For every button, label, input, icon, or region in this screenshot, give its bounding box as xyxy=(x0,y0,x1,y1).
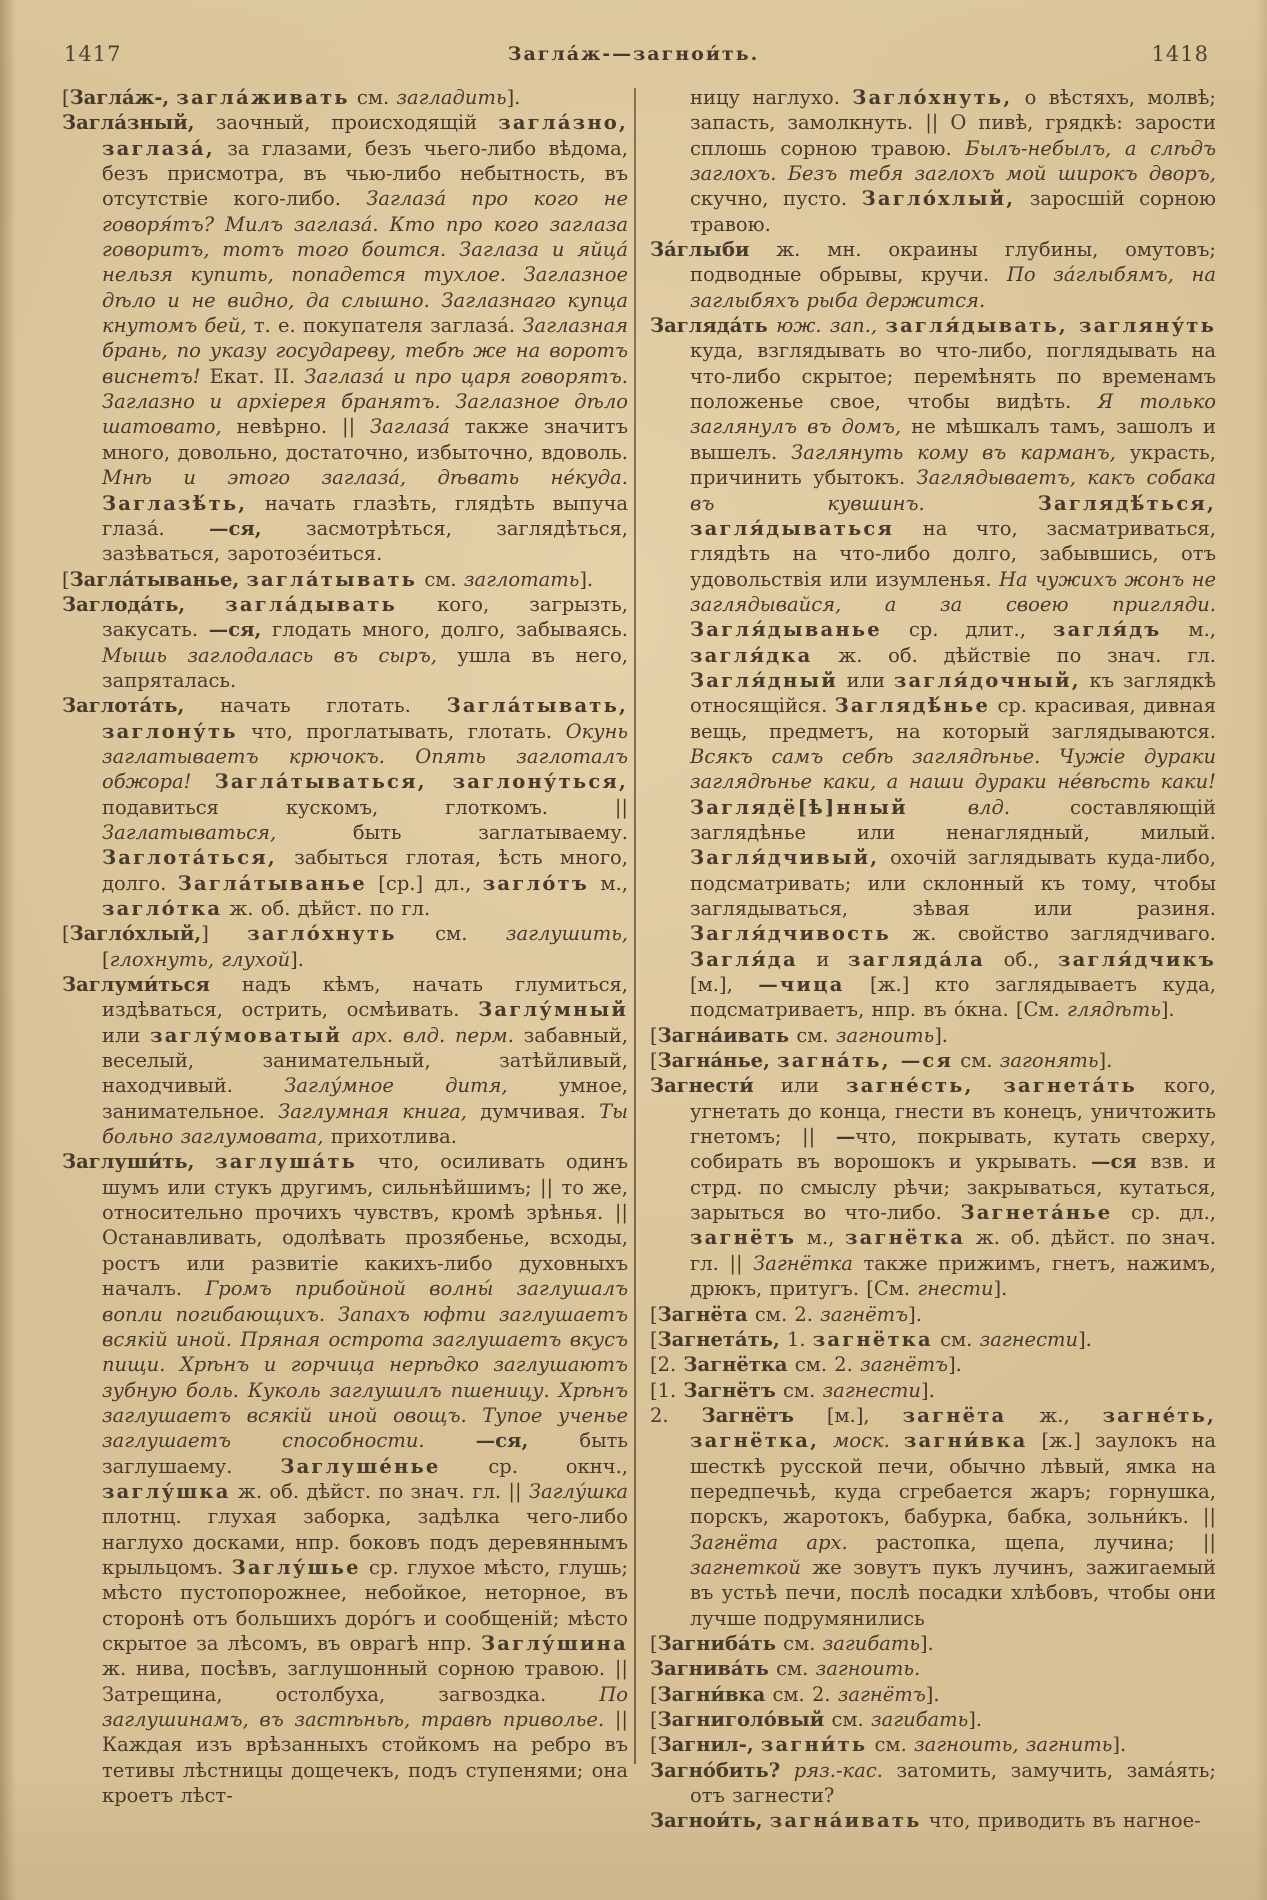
text-segment: [ xyxy=(650,1327,658,1351)
text-segment: ж. мн. окраины глубины, омутовъ; подводные обрывы, кручи. xyxy=(690,238,1216,287)
text-segment: Заглумная книга, xyxy=(278,1099,467,1123)
text-segment: [ xyxy=(650,1682,658,1706)
text-segment: ]. xyxy=(948,1353,962,1377)
dictionary-entry xyxy=(62,1149,628,1808)
text-segment: см. xyxy=(824,1708,871,1731)
text-segment: [ xyxy=(102,947,110,971)
text-segment: Заглуше́нье xyxy=(280,1454,441,1478)
text-segment: загля́дывать, загляну́ть xyxy=(885,314,1217,338)
text-segment: составляющій заглядѣнье или ненаглядный, милый. xyxy=(690,795,1216,844)
text-segment: ]. xyxy=(1098,1049,1113,1073)
dictionary-entry xyxy=(650,85,1216,237)
text-segment xyxy=(770,1049,777,1072)
text-segment: ж. нива, посѣвъ, заглушонный сорною травою. || Затрещина, остолбуха, загвоздка. xyxy=(102,1657,628,1706)
text-segment: [ср.] дл., xyxy=(366,871,483,895)
text-segment: м., xyxy=(1161,618,1216,642)
text-segment: Загни́вка xyxy=(657,1682,766,1706)
text-segment: —ся xyxy=(1091,1150,1137,1174)
text-segment: куда, взглядывать во что-либо, поглядывать на что-либо скрытое; перемѣнять по временамъ положенье свое, чтобы видѣть. xyxy=(690,339,1216,414)
text-segment: загло́тка xyxy=(102,897,223,920)
left-column xyxy=(62,85,628,1808)
text-segment: моск. xyxy=(833,1429,890,1453)
text-segment: ж. свойство заглядчиваго. xyxy=(890,922,1216,946)
text-segment: Екат. II. xyxy=(200,364,305,388)
dictionary-entry xyxy=(650,1808,1216,1833)
text-segment: растопка, щепа, лучина; || xyxy=(847,1530,1216,1554)
dictionary-entry xyxy=(62,921,628,972)
text-segment xyxy=(342,1024,352,1047)
text-segment: загна́ть, —ся xyxy=(777,1049,954,1073)
text-segment: [ xyxy=(650,1302,658,1326)
dictionary-entry xyxy=(650,1732,1216,1757)
text-segment: [ xyxy=(650,1733,658,1757)
text-segment: Громъ прибойной волны́ заглушалъ вопли погибающихъ. Запахъ юфти заглушаетъ всякій иной. Пряная острота заглушаетъ вкусъ пищи. Хрѣнъ и горчица нерѣдко заглушаютъ зубную боль. Куколь заглушилъ пшеницу. Хрѣнъ заглушаетъ всякій иной овощъ. Тупое ученье заглушаетъ способности. xyxy=(102,1277,628,1453)
text-segment: Загнива́ть xyxy=(650,1657,769,1681)
text-segment: начать глотать. xyxy=(184,694,447,718)
text-segment: или xyxy=(102,1023,151,1047)
text-segment: Загнётка xyxy=(683,1353,788,1377)
text-segment: влд. xyxy=(967,795,1011,819)
text-segment: загне́сть, загнета́ть xyxy=(846,1074,1137,1098)
text-segment: загнести xyxy=(822,1378,921,1402)
text-segment: Загна́ивать xyxy=(657,1023,790,1047)
text-segment: загладить xyxy=(396,86,507,109)
text-segment: Загля́дный xyxy=(690,668,838,692)
text-segment: загля́дочный, xyxy=(893,668,1081,692)
text-segment xyxy=(780,1759,794,1782)
text-segment: ]. xyxy=(506,86,521,109)
text-segment: Загла́тыванье xyxy=(177,871,367,895)
text-segment: и xyxy=(797,947,848,971)
text-segment: см. 2. xyxy=(787,1353,861,1377)
text-segment: ]. xyxy=(993,1277,1008,1301)
text-segment: Заглазная брань, по указу государеву, тебѣ же на воротъ виснетъ! xyxy=(102,314,629,388)
text-segment xyxy=(908,796,968,819)
text-segment: загляда́ла xyxy=(848,947,985,971)
text-segment xyxy=(194,1150,215,1173)
text-segment: заросшій сорною травою. xyxy=(690,187,1216,236)
dictionary-entry xyxy=(650,1656,1216,1681)
text-segment: быть заглатываему. xyxy=(276,820,628,844)
text-segment: —ся, xyxy=(208,618,262,642)
text-segment: Загниголо́вый xyxy=(657,1708,825,1731)
text-segment: [ xyxy=(650,1023,658,1047)
text-segment: глохнуть, глухой xyxy=(109,947,291,971)
text-segment: ж. об. дѣйст. по знач. гл. || xyxy=(690,1226,1216,1275)
dictionary-entry xyxy=(62,693,628,921)
text-segment: на что, засматриваться, глядѣть на что-либо долго, забывшись, отъ удовольствія или изумленья. xyxy=(690,516,1216,591)
text-segment: 2. xyxy=(650,1403,702,1427)
text-segment xyxy=(425,1429,476,1452)
text-segment: Загниба́ть xyxy=(657,1631,776,1655)
dictionary-entry xyxy=(650,1682,1216,1707)
text-segment xyxy=(890,1429,904,1452)
text-segment: загля́дка xyxy=(690,643,813,667)
text-segment: загля́дчикъ xyxy=(1058,947,1216,971)
text-segment: глядѣть xyxy=(1066,998,1161,1022)
dictionary-entry xyxy=(62,110,628,566)
text-segment: что, осиливать одинъ шумъ или стукъ другимъ, сильнѣйшимъ; || то же, относительно прочихъ чувствъ, кромѣ зрѣнья. || Останавливать, одолѣвать прозябенье, всходы, ростъ или развитіе какихъ-либо духовныхъ началъ. xyxy=(102,1150,628,1301)
text-segment: надъ кѣмъ, начать глумиться, издѣваться, острить, осмѣивать. xyxy=(102,973,628,1022)
text-segment: Заглуми́ться xyxy=(62,973,210,997)
text-segment: охочій заглядывать куда-либо, подсматривать; или склонный къ тому, чтобы заглядываться, зѣвая или разиня. xyxy=(690,846,1216,920)
text-segment: прихотлива. xyxy=(323,1125,457,1149)
text-segment: юж. зап., xyxy=(776,314,878,338)
text-segment: ср. длит., xyxy=(881,618,1053,642)
text-segment xyxy=(185,593,225,616)
dictionary-entry xyxy=(62,567,628,592)
text-segment: Всякъ самъ себѣ заглядѣнье. Чужіе дураки заглядѣнье каки, а наши дураки не́вѣсть каки! xyxy=(690,744,1216,794)
text-segment: загнётъ xyxy=(860,1353,949,1377)
text-segment: загнётъ xyxy=(837,1682,926,1706)
page-title: Загла́ж-—загнои́ть. xyxy=(507,43,760,65)
text-segment: ]. xyxy=(968,1708,983,1731)
text-segment: также значитъ много, довольно, достаточно, избыточно, вдоволь. xyxy=(102,415,628,464)
text-segment: Загнои́ть, xyxy=(650,1809,763,1833)
text-segment: что, покрывать, кутать сверху, собирать въ ворошокъ и укрывать. xyxy=(690,1125,1216,1174)
text-segment: затомить, замучить, зама́ять; отъ загнести? xyxy=(690,1758,1216,1808)
text-segment: Загнёта xyxy=(657,1302,748,1326)
text-segment: ]. xyxy=(925,1682,940,1706)
text-segment: украсть, причинить убытокъ. xyxy=(690,440,1216,490)
text-segment: загля́дъ xyxy=(1052,618,1162,642)
text-segment: —ся, xyxy=(209,516,262,540)
text-segment: ]. xyxy=(579,567,594,591)
text-segment: —ся, xyxy=(475,1429,529,1453)
dictionary-entry xyxy=(650,1378,1216,1403)
text-segment: [м.], xyxy=(793,1403,903,1427)
text-segment: заочный, происходящій xyxy=(194,111,499,135)
text-segment: къ заглядкѣ относящійся. xyxy=(690,668,1216,718)
text-segment: На чужихъ жонъ не заглядывайся, а за своею пригляди. xyxy=(690,567,1216,616)
dictionary-entry xyxy=(650,1073,1216,1301)
text-segment: или xyxy=(753,1074,847,1098)
text-segment: подавиться кускомъ, глоткомъ. || xyxy=(102,795,628,819)
text-segment: арх. влд. перм. xyxy=(351,1023,514,1047)
text-segment: [ж.] кто заглядываетъ куда, подсматриваетъ, нпр. въ о́кна. [См. xyxy=(690,973,1216,1022)
text-segment: см. xyxy=(396,922,506,946)
text-segment: Былъ-небылъ, а слѣдъ заглохъ. Безъ тебя заглохъ мой широкъ дворъ, xyxy=(690,136,1216,186)
text-segment: Загна́нье, xyxy=(657,1049,770,1073)
text-segment: Заглядё[ѣ]нный xyxy=(690,795,908,819)
text-segment: Загнётъ xyxy=(701,1403,794,1427)
text-segment: — xyxy=(835,1125,856,1149)
text-segment: кого, угнетать до конца, гнести въ конецъ, уничтожить гнетомъ; || xyxy=(690,1074,1216,1149)
dictionary-entry xyxy=(650,1758,1216,1809)
text-segment: [ xyxy=(62,922,70,946)
text-segment: [м.], xyxy=(690,973,759,997)
text-segment: загонять xyxy=(999,1049,1099,1073)
text-segment: загнётъ xyxy=(690,1226,797,1250)
text-segment: Загля́дчивость xyxy=(690,922,891,946)
text-segment: По заглушинамъ, въ застѣньѣ, травѣ приволье. xyxy=(102,1682,628,1731)
dictionary-entry xyxy=(650,1048,1216,1073)
text-segment: Заглу́шка xyxy=(528,1479,628,1503)
text-segment: Загнета́ть, xyxy=(657,1327,780,1351)
text-segment xyxy=(763,1809,770,1832)
text-segment: что, проглатывать, глотать. xyxy=(237,719,566,743)
text-segment: ушла въ него, запряталась. xyxy=(102,643,628,692)
text-segment: Заглуши́ть, xyxy=(62,1150,195,1174)
text-segment: невѣрно. || xyxy=(221,415,370,439)
text-segment: ср. дл., xyxy=(1112,1201,1216,1225)
text-segment: что, приводить въ нагное- xyxy=(921,1809,1201,1833)
text-segment: загнётъ xyxy=(820,1302,909,1326)
text-segment: см. xyxy=(867,1733,914,1757)
dictionary-entry xyxy=(650,1403,1216,1631)
text-segment: скучно, пусто. xyxy=(690,187,862,211)
text-segment: Загнётъ xyxy=(683,1378,776,1402)
text-segment: Заглатываться, xyxy=(102,820,277,844)
dictionary-entry xyxy=(650,313,1216,1023)
text-segment: загла́дывать xyxy=(225,592,397,616)
page-number-right: 1418 xyxy=(1151,42,1209,66)
text-segment: Заглаза́ про кого не говоря́тъ? Милъ заглаза́. Кто про кого заглаза говоритъ, тотъ того боится. Заглаза и яйца́ нельзя купить, попадется тухлое. Заглазное дѣло и не видно, да слышно. Заглазнаго купца кнутомъ бей, xyxy=(102,187,628,338)
text-segment: см. xyxy=(349,86,397,109)
text-segment: о вѣстяхъ, молвѣ; запасть, замолкнуть. || О пивѣ, грядкѣ: зарости сплошь сорною травою. xyxy=(690,86,1216,160)
text-segment: т. е. покупателя заглаза́. xyxy=(246,314,523,338)
text-segment: [ж.] заулокъ на шесткѣ русской печи, обычно лѣвый, ямка на передпечьѣ, куда сгребается жаръ; горнушка, порскъ, жаротокъ, бабурка, бабка, зольни́къ. || xyxy=(690,1429,1216,1529)
text-segment: загло́хнуть xyxy=(247,922,397,946)
text-segment: Ты больно заглумовата, xyxy=(102,1099,628,1149)
text-segment: ж. об. дѣйствіе по знач. гл. xyxy=(812,643,1216,667)
text-segment: ]. xyxy=(908,1302,922,1326)
text-segment: Загля́дыванье xyxy=(690,618,882,642)
dictionary-entry xyxy=(650,1631,1216,1656)
text-segment: Заглу́мный xyxy=(478,998,628,1022)
text-segment: загла́тывать xyxy=(246,567,418,591)
text-segment: забыться глотая, ѣсть много, долго. xyxy=(102,846,628,895)
text-segment: Загнёта арх. xyxy=(690,1530,848,1554)
text-segment: Заглядѣ́нье xyxy=(834,694,991,718)
text-segment: см. xyxy=(775,1631,823,1655)
text-segment: загнести xyxy=(979,1327,1079,1351)
text-segment: Загнета́нье xyxy=(960,1201,1113,1225)
text-segment: об., xyxy=(985,947,1059,971)
text-segment: заглуша́ть xyxy=(215,1150,358,1174)
text-segment: [ xyxy=(62,86,70,109)
text-segment: думчивая. xyxy=(466,1099,600,1123)
text-segment: м., xyxy=(796,1226,846,1250)
dictionary-entry xyxy=(650,1023,1216,1048)
text-segment: Загляда́ть xyxy=(650,314,768,338)
text-segment: заглу́моватый xyxy=(150,1023,343,1047)
text-segment: Заглядываетъ, какъ собака въ кувшинъ. xyxy=(690,466,1217,515)
text-segment: ср. глухое мѣсто, глушь; мѣсто пустопорожнее, небойкое, неторное, въ сторонѣ отъ большихъ доро́гъ и сообщеній; мѣсто скрытое за лѣсомъ, въ оврагѣ нпр. xyxy=(102,1555,629,1655)
text-segment: взв. и стрд. по смыслу рѣчи; закрываться, кутаться, зарыться во что-либо. xyxy=(690,1150,1217,1225)
text-segment: || Каждая изъ врѣзанныхъ стойкомъ на ребро въ тетивы лѣстницы дощечекъ, подъ ступенями; она кроетъ лѣст- xyxy=(102,1708,628,1808)
text-segment: Загнил-, xyxy=(657,1733,754,1757)
text-segment: Загнётка xyxy=(753,1251,853,1275)
text-segment: ж. об. дѣйст. по гл. xyxy=(222,897,431,920)
text-segment: заглушить, xyxy=(505,922,629,946)
text-segment: Загла́тыванье, xyxy=(69,567,240,591)
text-segment: загни́ть xyxy=(760,1733,868,1757)
text-segment: Загла́тываться, заглону́ться, xyxy=(214,770,628,794)
dictionary-entry xyxy=(650,1327,1216,1352)
text-segment: Заглаза́ и про царя говорятъ. Заглазно и архіерея бранятъ. Заглазное дѣло шатовато, xyxy=(102,364,628,439)
text-segment xyxy=(192,770,215,793)
text-segment: ср. красивая, дивная вещь, предметъ, на который заглядываются. xyxy=(690,694,1216,743)
text-segment: За́глыби xyxy=(650,238,750,262)
text-segment: плотнц. глухая заборка, задѣлка чего-либо наглухо досками, нпр. боковъ подъ деревяннымъ крыльцомъ. xyxy=(102,1505,628,1579)
text-segment: ж. об. дѣйст. по знач. гл. || xyxy=(230,1479,529,1503)
text-segment: не мѣшкалъ тамъ, зашолъ и вышелъ. xyxy=(690,415,1216,464)
text-segment: Заглядѣ́ться, загля́дываться xyxy=(690,491,1217,540)
text-segment: ср. окнч., xyxy=(440,1454,629,1478)
text-segment: гнести xyxy=(917,1277,994,1301)
text-segment: см. 2. xyxy=(747,1302,821,1326)
text-segment: м., xyxy=(589,871,628,895)
text-segment: Мышь заглодалась въ сыръ, xyxy=(102,643,437,667)
text-segment: загибать xyxy=(870,1708,969,1731)
text-segment: см. 2. xyxy=(765,1682,838,1706)
text-segment: Заглаза́ xyxy=(370,415,450,439)
text-segment: Заглу́шье xyxy=(231,1555,361,1579)
text-segment: Заглазѣ́ть, xyxy=(102,491,248,515)
text-segment: Заглянуть кому въ карманъ, xyxy=(791,440,1116,464)
text-segment: см. xyxy=(953,1049,1000,1073)
text-segment: 1. xyxy=(779,1327,813,1351)
text-segment: [ xyxy=(650,1708,658,1731)
text-segment: [1. xyxy=(650,1378,684,1402)
text-segment: [ xyxy=(62,567,70,591)
text-segment: ]. xyxy=(920,1378,935,1402)
text-segment: загноить, загнить xyxy=(914,1733,1113,1757)
text-segment: Заглу́шина xyxy=(480,1631,628,1655)
text-segment: см. xyxy=(417,567,464,591)
text-segment: Заглота́ть, xyxy=(62,694,185,718)
text-segment: Загло́хлый, xyxy=(861,187,1016,211)
text-segment: ]. xyxy=(934,1023,949,1047)
text-segment: Загло́хнуть, xyxy=(852,86,1013,109)
text-segment: или xyxy=(837,668,894,692)
text-segment: быть заглушаему. xyxy=(102,1429,628,1478)
page-number-left: 1417 xyxy=(64,42,122,66)
text-segment: Окунь заглатываетъ крючокъ. Опять заглоталъ обжора! xyxy=(102,719,628,794)
text-segment: Я только заглянулъ въ домъ, xyxy=(690,390,1216,439)
text-segment: ницу наглухо. xyxy=(690,86,853,109)
text-segment: ]. xyxy=(1112,1733,1127,1757)
text-segment: [ xyxy=(650,1631,658,1655)
text-segment: ]. xyxy=(1160,998,1175,1022)
text-segment xyxy=(819,1429,833,1452)
text-segment: глодать много, долго, забываясь. xyxy=(261,618,628,642)
text-segment: загнёта xyxy=(902,1403,1007,1427)
text-segment: начать глазѣть, глядѣть выпуча глаза́. xyxy=(102,491,628,540)
text-segment: также прижимъ, гнетъ, нажимъ, дрюкъ, притугъ. [См. xyxy=(690,1251,1216,1301)
text-segment: Загла́ж-, xyxy=(69,86,170,109)
text-segment: засмотрѣться, заглядѣться, зазѣваться, заротозе́иться. xyxy=(102,516,628,566)
text-segment: забавный, веселый, занимательный, затѣйливый, находчивый. xyxy=(102,1023,628,1098)
dictionary-entry xyxy=(650,1707,1216,1732)
text-segment: Загно́бить? xyxy=(650,1758,781,1782)
text-segment: Загла́зный, xyxy=(62,111,195,135)
text-segment: Заглота́ться, xyxy=(102,846,277,870)
text-segment: ]. xyxy=(919,1631,934,1655)
text-segment: загне́ть, загнётка, xyxy=(690,1403,1217,1453)
text-segment: загноить xyxy=(835,1023,935,1047)
text-segment: же зовутъ пукъ лучинъ, зажигаемый въ устьѣ печи, послѣ посадки хлѣбовъ, чтобы они лучше подрумянились xyxy=(690,1555,1216,1630)
text-segment: ж., xyxy=(1006,1403,1103,1427)
dictionary-entry xyxy=(62,592,628,693)
text-segment: умное, занимательное. xyxy=(102,1074,628,1123)
running-head xyxy=(0,40,1267,70)
text-segment: кого, загрызть, закусать. xyxy=(102,592,628,642)
text-segment: см. xyxy=(789,1023,836,1047)
dictionary-entry xyxy=(62,85,628,110)
text-segment: загноить. xyxy=(815,1657,921,1681)
text-segment: заглотать xyxy=(463,567,580,591)
text-segment: загнётка xyxy=(812,1327,933,1351)
text-segment: загни́вка xyxy=(903,1429,1028,1453)
text-segment: Мнѣ и этого заглаза́, дѣвать не́куда. xyxy=(102,466,628,490)
text-segment: Загла́тывать, заглону́ть xyxy=(102,694,628,743)
text-segment: Заглода́ть, xyxy=(62,592,186,616)
dictionary-entry xyxy=(62,972,628,1149)
text-segment: заглу́шка xyxy=(102,1479,231,1503)
text-segment: Загля́да xyxy=(690,947,798,971)
column-divider xyxy=(634,88,636,1764)
text-segment xyxy=(768,314,776,337)
text-segment xyxy=(754,1733,761,1756)
dictionary-entry xyxy=(650,237,1216,313)
text-segment: ]. xyxy=(290,947,304,971)
text-segment: см. xyxy=(932,1327,980,1351)
text-segment: загна́ивать xyxy=(769,1809,922,1833)
text-segment: ]. xyxy=(1078,1327,1092,1351)
text-segment: загло́тъ xyxy=(482,871,589,895)
text-segment: Загля́дчивый, xyxy=(690,846,880,870)
right-column xyxy=(650,85,1216,1834)
text-segment: загибать xyxy=(822,1631,920,1655)
text-segment: —чица xyxy=(758,973,845,997)
text-segment: см. xyxy=(775,1378,823,1402)
dictionary-entry xyxy=(650,1302,1216,1327)
text-segment: загла́живать xyxy=(176,86,350,109)
text-segment: ряз.-кас. xyxy=(793,1758,883,1782)
dictionary-entry xyxy=(650,1352,1216,1377)
text-segment: см. xyxy=(768,1657,816,1681)
text-segment: [ xyxy=(650,1049,658,1073)
text-segment: за глазами, безъ чьего-либо вѣдома, безъ присмотра, въ чью-либо небытность, въ отсутствіе кого-либо. xyxy=(102,136,628,211)
text-segment: загнётка xyxy=(845,1226,966,1250)
text-segment: загнеткой xyxy=(690,1555,801,1579)
text-segment: Загнести́ xyxy=(650,1074,754,1098)
text-segment: загла́зно, заглаза́, xyxy=(102,111,628,160)
text-segment: ] xyxy=(201,922,248,946)
text-segment xyxy=(925,492,1038,515)
text-segment: Заглу́мное дитя, xyxy=(284,1074,508,1098)
text-segment: [2. xyxy=(650,1353,684,1377)
text-segment: Загло́хлый, xyxy=(69,922,202,946)
text-segment: По за́глыбямъ, на заглыбяхъ рыба держится. xyxy=(690,263,1216,312)
